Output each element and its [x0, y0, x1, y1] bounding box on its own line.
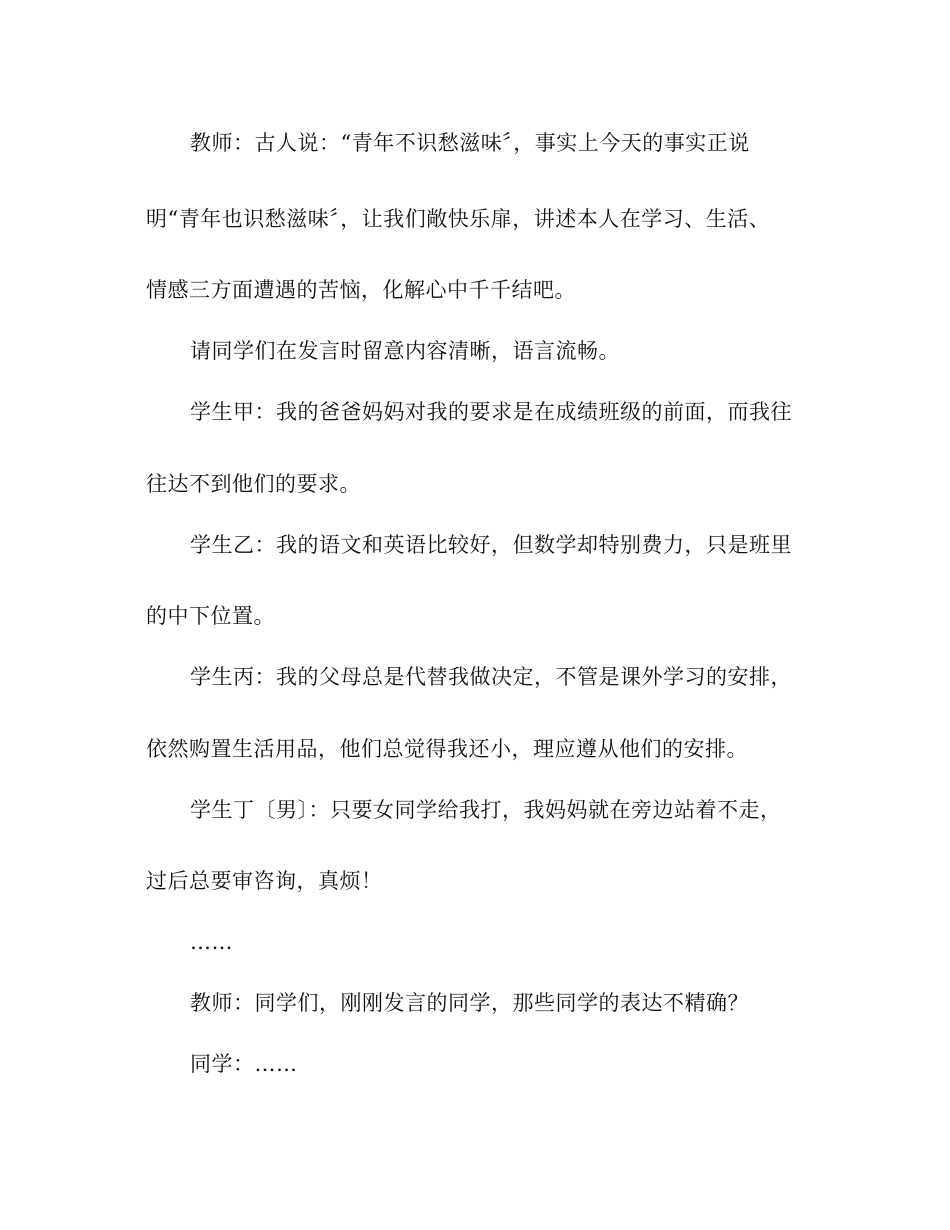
paragraph-line: 同学：……	[190, 1052, 298, 1076]
paragraph-line: 学生丁〔男〕：只要女同学给我打，我妈妈就在旁边站着不走，	[190, 798, 782, 822]
paragraph-line: 教师：同学们，刚刚发言的同学，那些同学的表达不精确？	[190, 991, 749, 1015]
paragraph-line: 学生乙：我的语文和英语比较好，但数学却特别费力，只是班里	[190, 533, 792, 557]
paragraph-line: 往达不到他们的要求。	[146, 472, 361, 496]
ellipsis-line: ……	[190, 930, 233, 954]
paragraph-line: 的中下位置。	[146, 604, 275, 628]
paragraph-line: 依然购置生活用品，他们总觉得我还小，理应遵从他们的安排。	[146, 737, 748, 761]
paragraph-line: 学生甲：我的爸爸妈妈对我的要求是在成绩班级的前面，而我往	[190, 400, 792, 424]
paragraph-line: 学生丙：我的父母总是代替我做决定，不管是课外学习的安排，	[190, 665, 792, 689]
paragraph-line: 过后总要审咨询，真烦！	[146, 869, 383, 893]
paragraph-line: 请同学们在发言时留意内容清晰，语言流畅。	[190, 339, 620, 363]
paragraph-line: 明“青年也识愁滋味〞，让我们敞快乐扉，讲述本人在学习、生活、	[146, 207, 771, 231]
paragraph-line: 教师：古人说：“青年不识愁滋味〞，事实上今天的事实正说	[190, 131, 750, 155]
paragraph-line: 情感三方面遭遇的苦恼，化解心中千千结吧。	[146, 278, 576, 302]
